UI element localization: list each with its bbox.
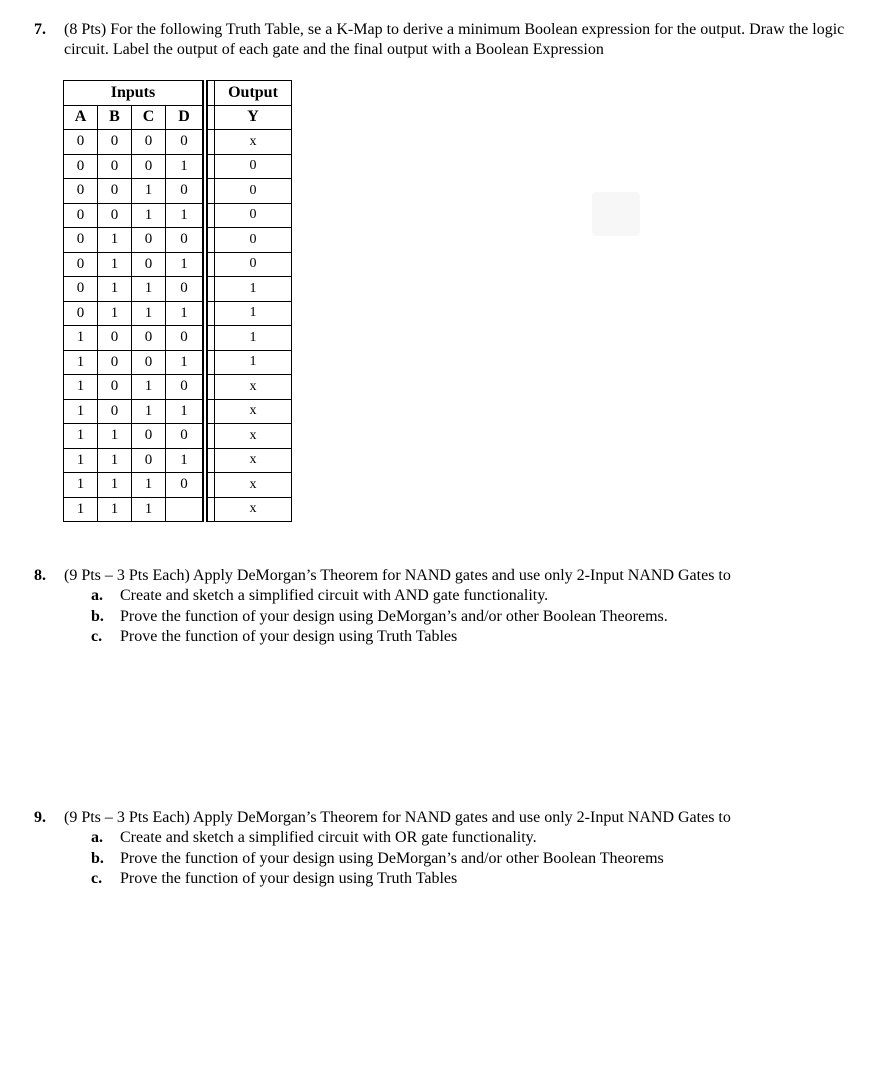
cell-y: x [215, 497, 292, 522]
sub-item-letter: c. [91, 628, 103, 645]
cell-d: 1 [166, 399, 206, 424]
header-c: C [132, 105, 166, 130]
column-separator [205, 154, 215, 179]
cell-y: 0 [215, 154, 292, 179]
table-row [64, 301, 292, 326]
cell-d: 0 [166, 326, 206, 351]
cell-b: 1 [98, 448, 132, 473]
table-row [64, 252, 292, 277]
cell-b: 0 [98, 154, 132, 179]
cell-y: x [215, 130, 292, 155]
column-separator [205, 228, 215, 253]
cell-c: 0 [132, 154, 166, 179]
column-separator [205, 81, 215, 106]
cell-y: 0 [215, 252, 292, 277]
table-row [64, 448, 292, 473]
sub-item-text: Prove the function of your design using Truth Tables [120, 628, 458, 645]
question-7 [34, 20, 854, 60]
output-group-header: Output [215, 81, 292, 106]
sub-item-letter: b. [91, 607, 104, 625]
question-text: (9 Pts – 3 Pts Each) Apply DeMorgan’s Theorem for NAND gates and use only 2-Input NAND Gates to [64, 809, 731, 826]
cell-b: 1 [98, 277, 132, 302]
cell-b: 1 [98, 497, 132, 522]
sub-item-text: Create and sketch a simplified circuit with AND gate functionality. [120, 587, 549, 604]
cell-b: 0 [98, 375, 132, 400]
cell-y: 0 [215, 228, 292, 253]
table-row [64, 424, 292, 449]
cell-a: 1 [64, 326, 98, 351]
cell-a: 1 [64, 399, 98, 424]
question-number: 7. [34, 21, 46, 38]
cell-d: 1 [166, 350, 206, 375]
cell-c: 0 [132, 350, 166, 375]
cell-b: 1 [98, 301, 132, 326]
table-row [64, 179, 292, 204]
cell-d: 0 [166, 473, 206, 498]
cell-a: 0 [64, 154, 98, 179]
cell-c: 1 [132, 497, 166, 522]
sub-item-letter: a. [91, 829, 103, 846]
cell-b: 1 [98, 252, 132, 277]
cell-d: 1 [166, 448, 206, 473]
question-number: 8. [34, 567, 46, 584]
column-separator [205, 105, 215, 130]
sub-item-text: Prove the function of your design using Truth Tables [120, 870, 458, 887]
cell-b: 1 [98, 473, 132, 498]
table-row [64, 228, 292, 253]
table-row [64, 399, 292, 424]
cell-a: 1 [64, 424, 98, 449]
table-row [64, 375, 292, 400]
cell-c: 0 [132, 326, 166, 351]
sub-item [91, 586, 854, 607]
cell-c: 1 [132, 301, 166, 326]
cell-y: 0 [215, 203, 292, 228]
table-row [64, 326, 292, 351]
cell-a: 0 [64, 277, 98, 302]
cell-b: 0 [98, 130, 132, 155]
cell-d: 1 [166, 252, 206, 277]
table-row [64, 130, 292, 155]
cell-y: 1 [215, 301, 292, 326]
cell-b: 0 [98, 399, 132, 424]
cell-a: 1 [64, 497, 98, 522]
cell-d: 1 [166, 203, 206, 228]
cell-b: 0 [98, 350, 132, 375]
sub-item [91, 607, 854, 628]
truth-table-body [64, 130, 292, 522]
cell-b: 1 [98, 424, 132, 449]
cell-d: 0 [166, 277, 206, 302]
column-separator [205, 203, 215, 228]
cell-a: 0 [64, 130, 98, 155]
cell-a: 1 [64, 473, 98, 498]
table-row [64, 277, 292, 302]
cell-y: 1 [215, 326, 292, 351]
sub-item-letter: a. [91, 587, 103, 604]
column-separator [205, 326, 215, 351]
question-text: (9 Pts – 3 Pts Each) Apply DeMorgan’s Theorem for NAND gates and use only 2-Input NAND Gates to [64, 567, 731, 584]
cell-c: 0 [132, 252, 166, 277]
cell-b: 0 [98, 326, 132, 351]
cell-c: 0 [132, 228, 166, 253]
sub-item [91, 849, 854, 870]
cell-a: 1 [64, 448, 98, 473]
sub-item-letter: c. [91, 870, 103, 887]
cell-a: 0 [64, 179, 98, 204]
table-row [64, 154, 292, 179]
cell-c: 0 [132, 130, 166, 155]
column-separator [205, 350, 215, 375]
cell-c: 1 [132, 375, 166, 400]
column-separator [205, 473, 215, 498]
column-separator [205, 424, 215, 449]
cell-d: 0 [166, 130, 206, 155]
header-y: Y [215, 105, 292, 130]
question-number: 9. [34, 809, 46, 826]
header-d: D [166, 105, 206, 130]
table-row [64, 203, 292, 228]
header-a: A [64, 105, 98, 130]
column-separator [205, 301, 215, 326]
cell-a: 1 [64, 350, 98, 375]
inputs-group-header: Inputs [64, 81, 206, 106]
table-row [64, 473, 292, 498]
cell-y: x [215, 473, 292, 498]
cell-c: 0 [132, 424, 166, 449]
cell-y: 1 [215, 277, 292, 302]
cell-d [166, 497, 206, 522]
truth-table [63, 80, 292, 522]
cell-c: 0 [132, 448, 166, 473]
cell-y: 1 [215, 350, 292, 375]
sub-item-letter: b. [91, 849, 104, 867]
column-separator [205, 399, 215, 424]
question-9 [34, 808, 854, 890]
cell-c: 1 [132, 473, 166, 498]
column-separator [205, 252, 215, 277]
column-separator [205, 130, 215, 155]
cell-d: 0 [166, 375, 206, 400]
cell-c: 1 [132, 203, 166, 228]
cell-a: 0 [64, 228, 98, 253]
sub-item-text: Prove the function of your design using DeMorgan’s and/or other Boolean Theorems. [120, 607, 668, 625]
cell-c: 1 [132, 179, 166, 204]
cell-b: 1 [98, 228, 132, 253]
cell-a: 0 [64, 203, 98, 228]
cell-c: 1 [132, 399, 166, 424]
column-separator [205, 277, 215, 302]
header-b: B [98, 105, 132, 130]
cell-y: 0 [215, 179, 292, 204]
cell-a: 0 [64, 301, 98, 326]
cell-y: x [215, 424, 292, 449]
column-separator [205, 448, 215, 473]
sub-item-text: Prove the function of your design using DeMorgan’s and/or other Boolean Theorems [120, 849, 664, 867]
table-row [64, 497, 292, 522]
cell-d: 0 [166, 179, 206, 204]
sub-item-text: Create and sketch a simplified circuit with OR gate functionality. [120, 829, 537, 846]
cell-c: 1 [132, 277, 166, 302]
question-text: (8 Pts) For the following Truth Table, se a K-Map to derive a minimum Boolean expression for the output. Draw the logic circuit. Label the output of each gate and the final output with a Boolean Expression [64, 21, 845, 58]
cell-b: 0 [98, 203, 132, 228]
sub-item [91, 828, 854, 849]
cell-d: 1 [166, 154, 206, 179]
cell-b: 0 [98, 179, 132, 204]
cell-y: x [215, 399, 292, 424]
column-separator [205, 375, 215, 400]
sub-item [91, 869, 854, 890]
cell-a: 1 [64, 375, 98, 400]
cell-d: 0 [166, 228, 206, 253]
sub-item [91, 627, 854, 648]
cell-d: 0 [166, 424, 206, 449]
column-separator [205, 179, 215, 204]
cell-a: 0 [64, 252, 98, 277]
question-8 [34, 566, 854, 648]
column-separator [205, 497, 215, 522]
scan-smudge [592, 192, 640, 236]
cell-y: x [215, 375, 292, 400]
cell-d: 1 [166, 301, 206, 326]
table-row [64, 350, 292, 375]
cell-y: x [215, 448, 292, 473]
